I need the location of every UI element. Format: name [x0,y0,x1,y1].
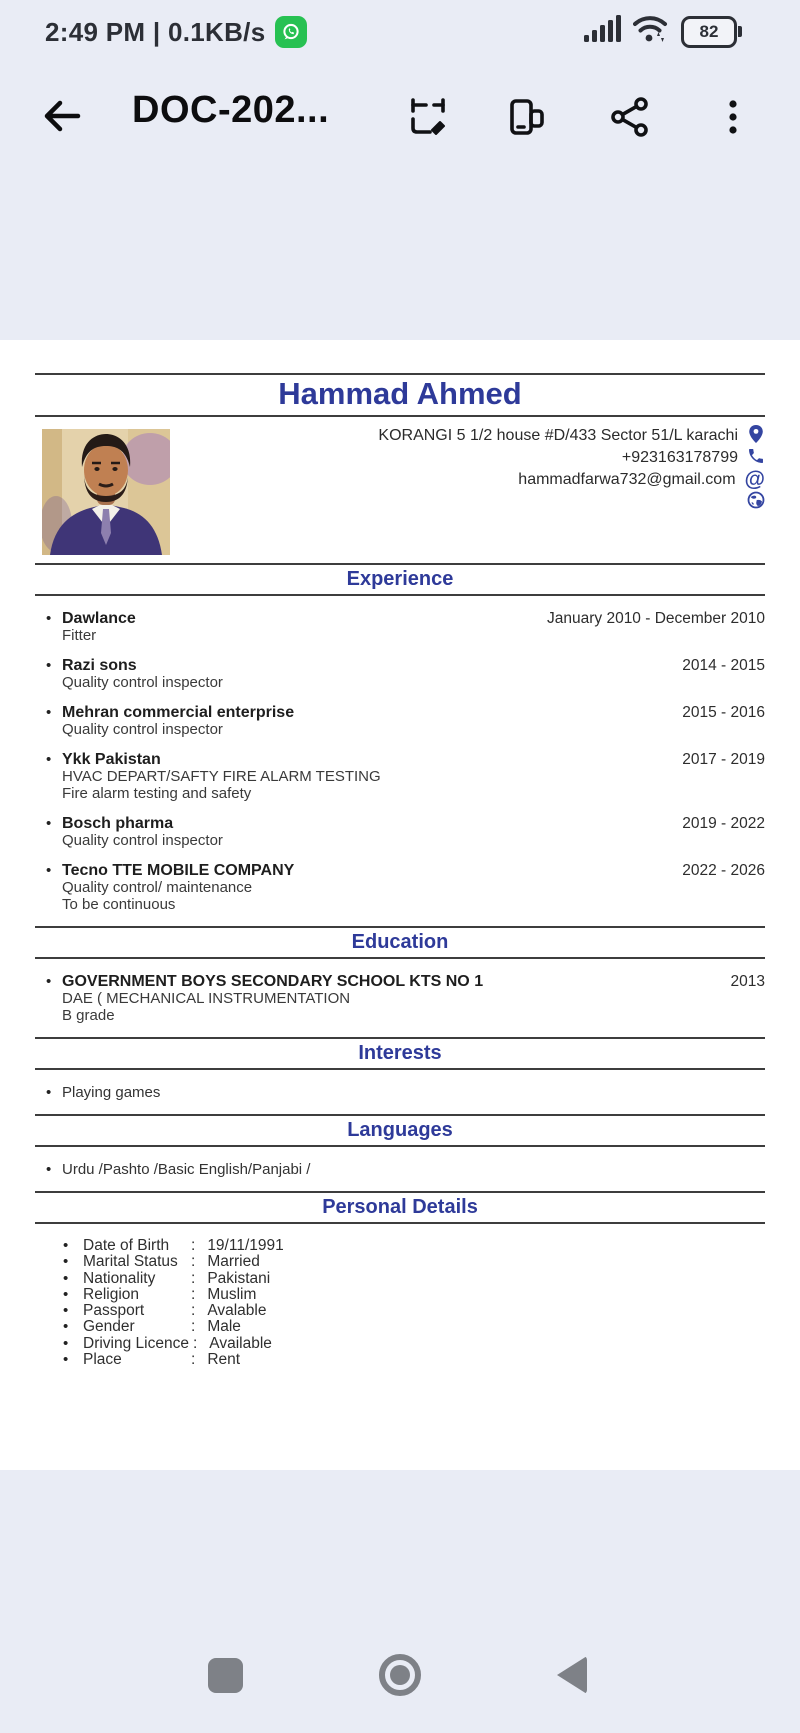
entry-line: DAE ( MECHANICAL INSTRUMENTATION [62,990,351,1007]
divider [35,415,765,417]
toolbar [0,72,800,160]
personal-label: Driving Licence [83,1334,189,1352]
contact-address-row [378,425,765,447]
nav-back-button[interactable] [548,1651,596,1699]
android-nav-bar [0,1633,800,1733]
entry-period: 2019 - 2022 [682,815,765,832]
personal-label: Place [83,1351,122,1369]
interest-text: Playing games [62,1084,161,1101]
contact-address: KORANGI 5 1/2 house #D/433 Sector 51/L karachi [378,427,738,444]
share-button[interactable] [607,94,653,140]
personal-separator: : [191,1351,196,1369]
experience-entry [35,862,765,913]
entry-line: Quality control inspector [62,832,223,849]
signature-edit-button[interactable] [405,94,451,140]
entry-line: To be continuous [62,896,176,913]
resume-header [35,423,765,563]
home-button[interactable] [376,1651,424,1699]
entry-line: HVAC DEPART/SAFTY FIRE ALARM TESTING [62,768,381,785]
personal-label: Date of Birth [83,1237,170,1254]
bullet-icon: • [46,1161,52,1178]
resume-name: Hammad Ahmed [278,376,522,411]
signal-strength-icon [583,15,621,48]
whatsapp-notification-icon [275,16,307,48]
back-triangle-icon [557,1656,587,1694]
divider [35,1068,765,1070]
entry-line: Quality control inspector [62,721,223,738]
bullet-icon: • [46,815,52,832]
bullet-icon: • [63,1237,69,1254]
entry-period: 2013 [730,973,765,990]
status-time-speed: 2:49 PM | 0.1KB/s [45,16,266,47]
personal-label: Religion [83,1285,140,1303]
personal-separator: : [192,1334,198,1352]
entry-title: Mehran commercial enterprise [62,704,295,721]
document-title: DOC-202... [132,89,330,131]
contact-email-row [518,469,765,491]
personal-row [49,1352,765,1368]
battery-percent: 82 [699,21,719,41]
experience-entries [35,596,765,913]
battery-icon [681,16,742,48]
personal-label: Gender [83,1318,135,1336]
personal-row [49,1271,765,1287]
personal-row [49,1303,765,1319]
experience-entry [35,815,765,849]
section-title-experience: Experience [346,568,454,590]
phone-icon [747,447,765,470]
interest-item [35,1084,765,1101]
entry-title: Tecno TTE MOBILE COMPANY [62,862,295,879]
entry-title: Dawlance [62,610,136,627]
languages-list [35,1161,765,1178]
divider [35,1145,765,1147]
entry-period: January 2010 - December 2010 [547,610,765,627]
home-circle-icon [379,1654,421,1696]
language-item [35,1161,765,1178]
entry-line: B grade [62,1007,115,1024]
bullet-icon: • [46,751,52,768]
personal-row [49,1336,765,1352]
personal-value: Available [209,1334,272,1352]
experience-entry [35,610,765,644]
experience-entry [35,751,765,802]
personal-value: Pakistani [207,1269,271,1287]
back-button[interactable] [40,94,84,138]
bullet-icon: • [46,704,52,721]
section-title-education: Education [351,931,449,953]
status-left [45,16,307,48]
mobile-view-button[interactable] [503,94,549,140]
contact-phone-row [622,447,765,469]
contact-block [378,425,765,513]
personal-separator: : [191,1253,196,1271]
entry-title: GOVERNMENT BOYS SECONDARY SCHOOL KTS NO 1 [62,973,484,990]
entry-line: Fitter [62,627,97,644]
overflow-menu-button[interactable] [710,94,756,140]
at-icon: @ [744,468,765,491]
status-right [583,14,742,49]
entry-title: Razi sons [62,657,137,674]
personal-value: Muslim [207,1285,257,1303]
bullet-icon: • [46,973,52,990]
entry-title: Bosch pharma [62,815,174,832]
bullet-icon: • [46,657,52,674]
bullet-icon: • [46,862,52,879]
personal-label: Nationality [83,1269,156,1287]
entry-period: 2022 - 2026 [682,862,765,879]
entry-period: 2017 - 2019 [682,751,765,768]
status-bar [0,0,800,64]
personal-value: Married [207,1253,260,1271]
personal-value: Male [207,1318,241,1336]
bullet-icon: • [63,1351,69,1369]
experience-entry [35,657,765,691]
document-page[interactable] [0,340,800,1470]
bullet-icon: • [63,1318,69,1336]
entry-period: 2015 - 2016 [682,704,765,721]
entry-line: Quality control/ maintenance [62,879,253,896]
bullet-icon: • [63,1253,69,1271]
personal-label: Marital Status [83,1253,178,1271]
language-text: Urdu /Pashto /Basic English/Panjabi / [62,1161,311,1178]
section-title-interests: Interests [358,1042,442,1064]
entry-period: 2014 - 2015 [682,657,765,674]
recents-square-icon [208,1658,243,1693]
bullet-icon: • [46,1084,52,1101]
profile-photo [42,429,170,555]
contact-phone: +923163178799 [621,449,738,466]
personal-value: Rent [207,1351,241,1369]
personal-row [49,1238,765,1254]
personal-row [49,1254,765,1270]
globe-icon [747,491,765,514]
personal-separator: : [191,1285,196,1303]
bullet-icon: • [46,610,52,627]
bullet-icon: • [63,1334,69,1352]
interests-list [35,1084,765,1101]
section-title-personal-details: Personal Details [322,1196,478,1218]
personal-details-rows [35,1224,765,1368]
entry-line: Fire alarm testing and safety [62,785,252,802]
personal-separator: : [191,1318,196,1336]
personal-separator: : [191,1269,196,1287]
personal-row [49,1319,765,1335]
personal-value: Avalable [207,1302,267,1320]
bullet-icon: • [63,1302,69,1320]
bullet-icon: • [63,1285,69,1303]
contact-email: hammadfarwa732@gmail.com [518,471,736,488]
experience-entry [35,704,765,738]
entry-line: Quality control inspector [62,674,223,691]
education-entry [35,973,765,1024]
personal-label: Passport [83,1302,145,1320]
personal-separator: : [191,1302,196,1320]
personal-separator: : [191,1237,196,1254]
contact-website-row [747,491,765,513]
recents-button[interactable] [201,1651,249,1699]
bullet-icon: • [63,1269,69,1287]
wifi-icon [633,14,669,49]
location-pin-icon [747,424,765,449]
section-title-languages: Languages [347,1119,453,1141]
personal-value: 19/11/1991 [207,1237,284,1254]
entry-title: Ykk Pakistan [62,751,161,768]
personal-row [49,1287,765,1303]
education-entries [35,959,765,1024]
